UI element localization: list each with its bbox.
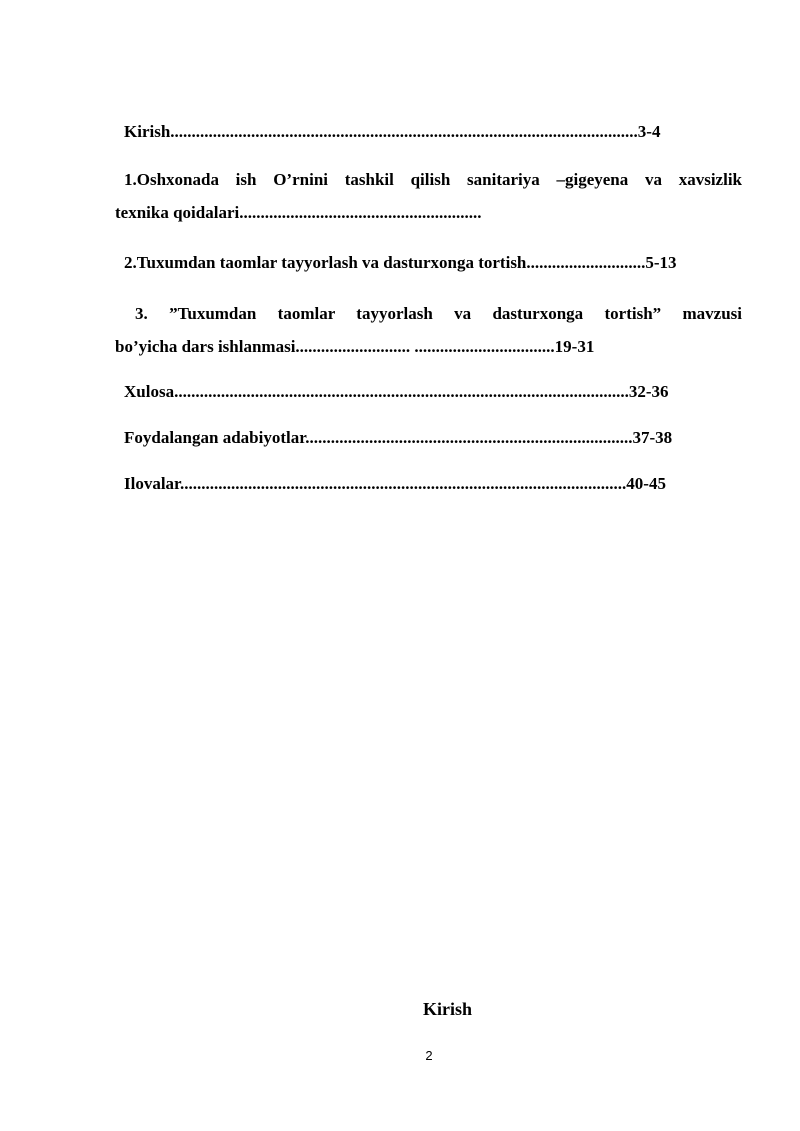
section-heading: Kirish (422, 999, 472, 1019)
page-number: 2 (425, 1048, 433, 1063)
toc-entry-3-line-1: 3. ”Tuxumdan taomlar tayyorlash va dasturxonga tortish” mavzusi (135, 304, 742, 323)
toc-entry-foydalangan-adabiyotlar: Foydalangan adabiyotlar.............................................................................37-38 (124, 428, 673, 447)
toc-entry-kirish: Kirish..............................................................................................................3-4 (124, 122, 661, 141)
toc-entry-3-line-2: bo’yicha dars ishlanmasi........................... .................................19-31 (115, 337, 595, 356)
toc-entry-ilovalar: Ilovalar.........................................................................................................40-45 (124, 474, 666, 493)
toc-entry-3 (115, 297, 742, 363)
toc-entry-1 (115, 163, 742, 229)
toc-entry-xulosa: Xulosa...........................................................................................................32-36 (124, 382, 669, 401)
toc-entry-2: 2.Tuxumdan taomlar tayyorlash va dasturxonga tortish............................5-13 (124, 253, 677, 272)
toc-entry-1-line-1: 1.Oshxonada ish O’rnini tashkil qilish sanitariya –gigeyena va xavsizlik (124, 170, 742, 189)
toc-entry-1-line-2: texnika qoidalari......................................................... (115, 203, 482, 222)
